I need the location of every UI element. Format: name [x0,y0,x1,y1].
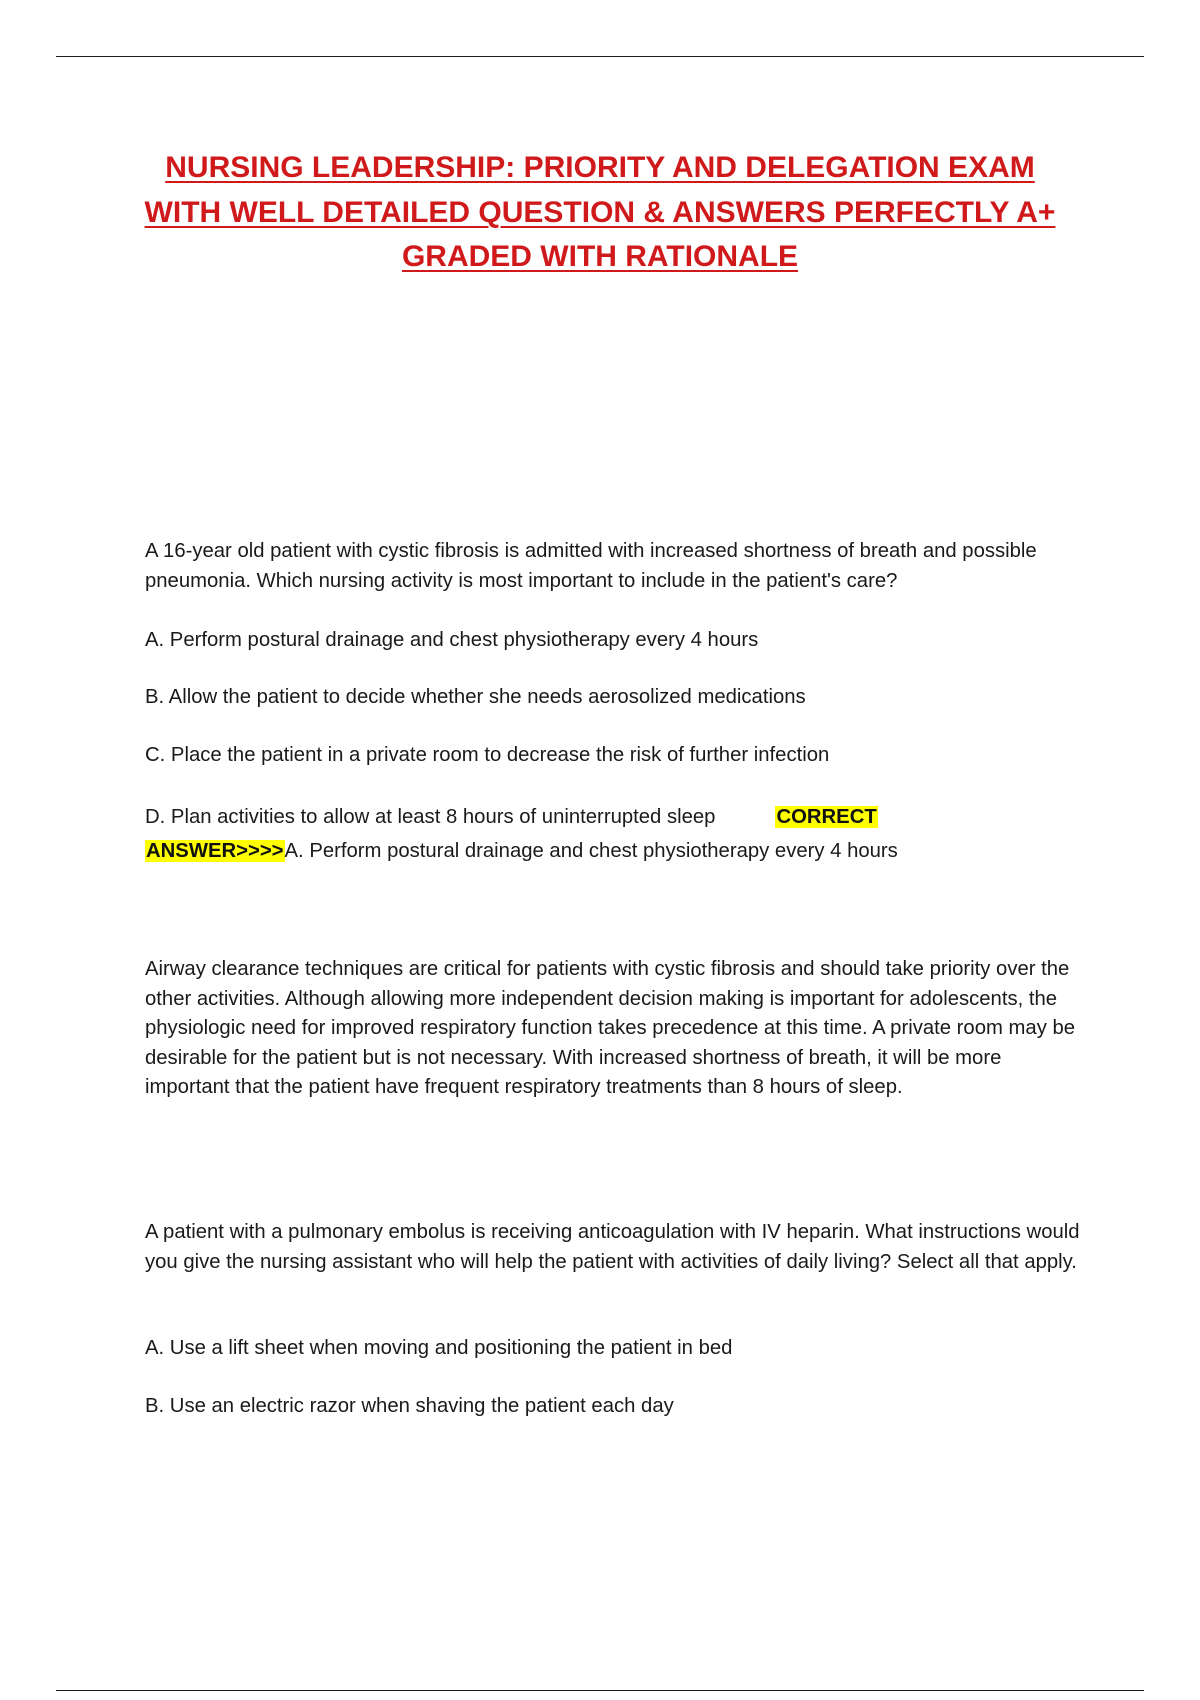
rationale-text: Airway clearance techniques are critical for patients with cystic fibrosis and should take priority over the other activities. Although allowing more independent decision making is important for adolescents, the physiologic need for improved respiratory function takes precedence at this time. A private room may be desirable for the patient but is not necessary. With increased shortness of breath, it will be more important that the patient have frequent respiratory treatments than 8 hours of sleep. [145,958,1076,1098]
top-rule [56,56,1144,57]
answer-arrow-highlight: ANSWER>>>> [146,839,284,862]
question-1-option-a [145,626,1090,656]
correct-answer-line [145,837,1090,867]
question-2-stem [145,1218,1090,1277]
question-1-option-d [145,803,1090,866]
option-text: C. Place the patient in a private room to decrease the risk of further infection [145,744,830,766]
question-1-option-b [145,683,1090,713]
question-1-option-c [145,741,1090,771]
title-line-3: GRADED WITH RATIONALE [401,240,799,273]
option-text: B. Use an electric razor when shaving the patient each day [145,1395,674,1417]
option-d-with-answer [145,803,1090,866]
option-text: A. Perform postural drainage and chest physiotherapy every 4 hours [145,629,759,651]
title-line-2: WITH WELL DETAILED QUESTION & ANSWERS PERFECTLY A+ [144,195,1056,229]
option-text: B. Allow the patient to decide whether she needs aerosolized medications [145,686,806,708]
option-text: A. Use a lift sheet when moving and positioning the patient in bed [145,1337,733,1359]
document-title [120,146,1080,280]
question-2-option-a [145,1334,1090,1364]
correct-answer-text: A. Perform postural drainage and chest physiotherapy every 4 hours [284,839,898,862]
bottom-rule [56,1690,1144,1691]
question-1-text: A 16-year old patient with cystic fibrosis is admitted with increased shortness of breath and possible pneumonia. Which nursing activity is most important to include in the patient's care? [145,540,1037,592]
correct-label-highlight: CORRECT [776,806,877,828]
question-1-rationale [145,955,1090,1103]
question-1-stem [145,537,1090,596]
option-text: D. Plan activities to allow at least 8 hours of uninterrupted sleep [145,806,716,828]
question-2-text: A patient with a pulmonary embolus is receiving anticoagulation with IV heparin. What instructions would you give the nursing assistant who will help the patient with activities of daily living? Select all that apply. [145,1221,1080,1273]
question-2-option-b [145,1392,1090,1422]
title-line-1: NURSING LEADERSHIP: PRIORITY AND DELEGATION EXAM [165,151,1035,184]
